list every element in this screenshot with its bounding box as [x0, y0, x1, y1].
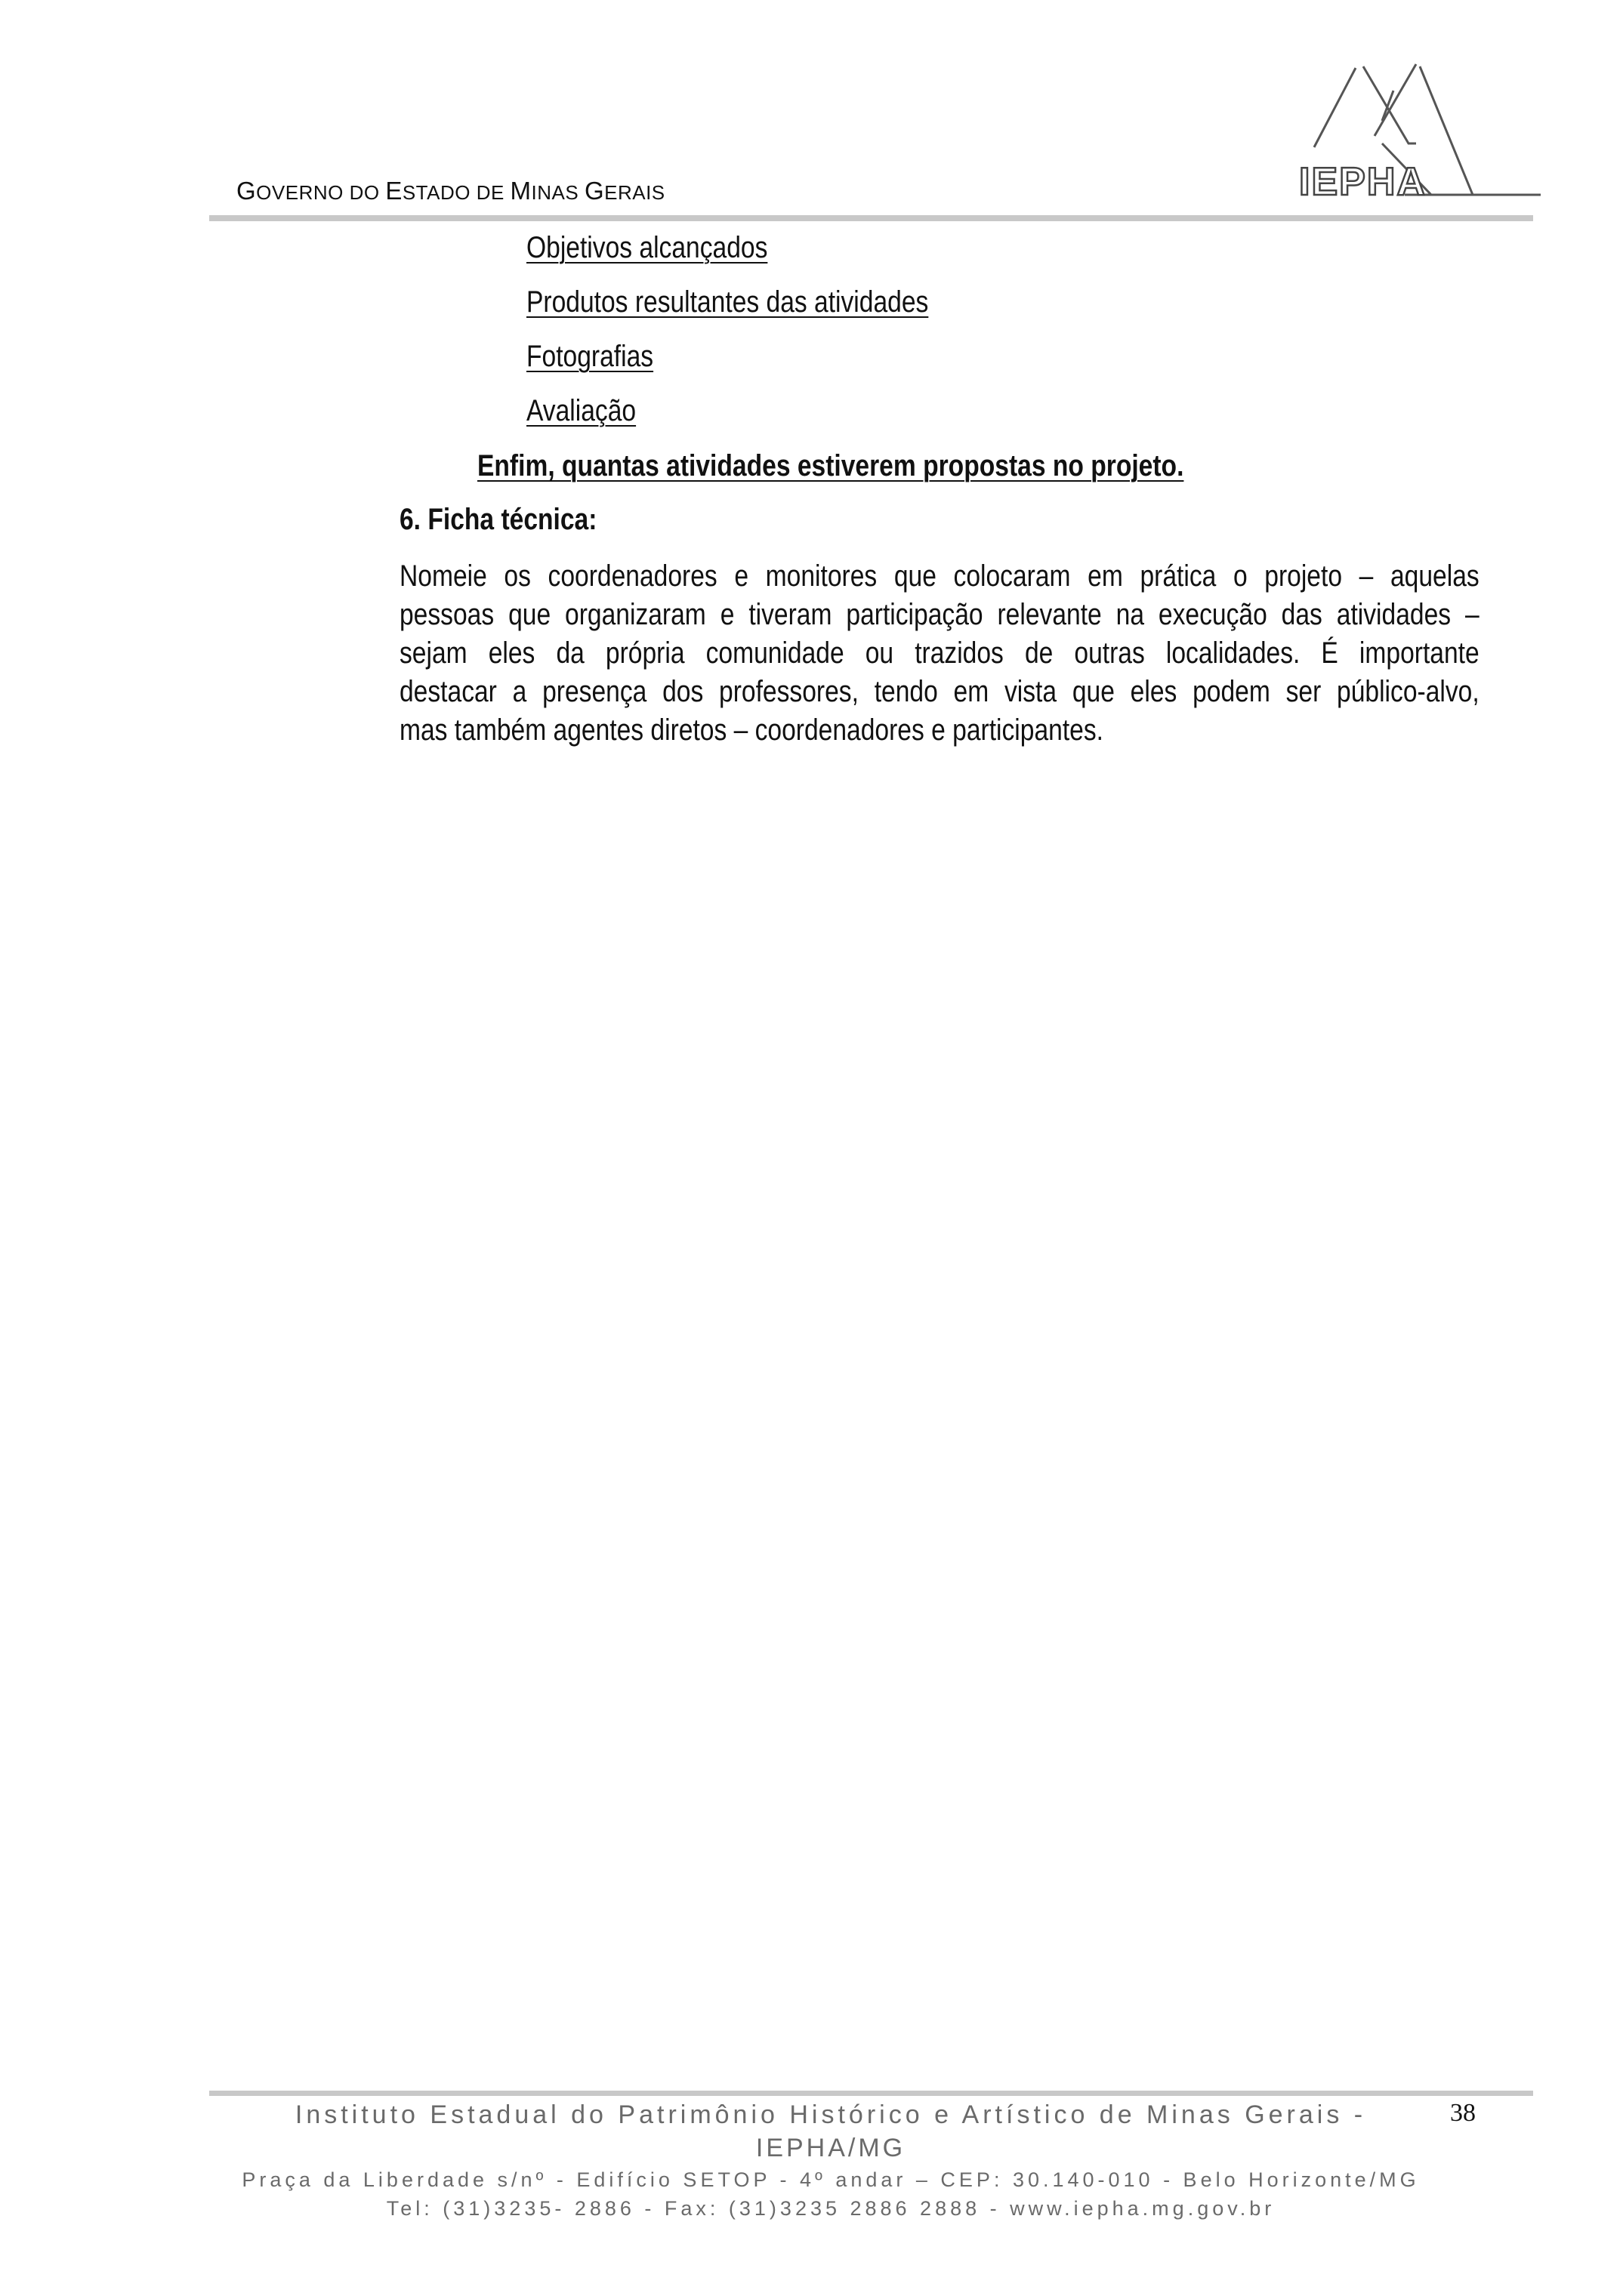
list-item: Avaliação	[526, 394, 637, 427]
paragraph-ficha-tecnica	[400, 557, 1480, 750]
header-title-part: ERAIS	[604, 181, 665, 204]
logo-text: IEPHA	[1299, 160, 1427, 204]
footer-address: Praça da Liberdade s/nº - Edifício SETOP - 4º andar – CEP: 30.140-010 - Belo Horizonte/MG	[242, 2168, 1420, 2191]
closing-note: Enfim, quantas atividades estiverem propostas no projeto.	[477, 449, 1184, 482]
list-item: Fotografias	[526, 340, 654, 373]
paragraph-line: mas também agentes diretos – coordenadores e participantes.	[400, 713, 1103, 747]
footer-institute-name: Instituto Estadual do Patrimônio Histórico e Artístico de Minas Gerais -	[295, 2100, 1367, 2129]
header-title-part: STADO DE	[402, 181, 511, 204]
footer-rule	[209, 2091, 1533, 2096]
paragraph-line: Nomeie os coordenadores e monitores que colocaram em prática o projeto – aquelas	[400, 559, 1480, 593]
list-item: Objetivos alcançados	[526, 231, 768, 264]
page-number: 38	[1450, 2099, 1476, 2127]
header-title	[236, 177, 665, 205]
section-heading: 6. Ficha técnica:	[400, 503, 597, 536]
header-title-part: INAS	[531, 181, 585, 204]
footer-contact: Tel: (31)3235- 2886 - Fax: (31)3235 2886 2888 - www.iepha.mg.gov.br	[386, 2197, 1276, 2220]
paragraph-line: sejam eles da própria comunidade ou trazidos de outras localidades. É importante	[400, 636, 1480, 670]
header-title-part: G	[236, 177, 257, 205]
header-title-part: E	[385, 177, 403, 205]
footer-institute-acronym: IEPHA/MG	[755, 2134, 906, 2162]
header-rule	[209, 215, 1533, 221]
header-title-part: OVERNO DO	[256, 181, 386, 204]
paragraph-line: pessoas que organizaram e tiveram participação relevante na execução das atividades –	[400, 598, 1480, 631]
iepha-logo	[1284, 60, 1541, 208]
header-title-part: G	[584, 177, 605, 205]
paragraph-line: destacar a presença dos professores, tendo em vista que eles podem ser público-alvo,	[400, 675, 1480, 708]
list-item: Produtos resultantes das atividades	[526, 285, 929, 319]
header-title-part: M	[510, 177, 532, 205]
